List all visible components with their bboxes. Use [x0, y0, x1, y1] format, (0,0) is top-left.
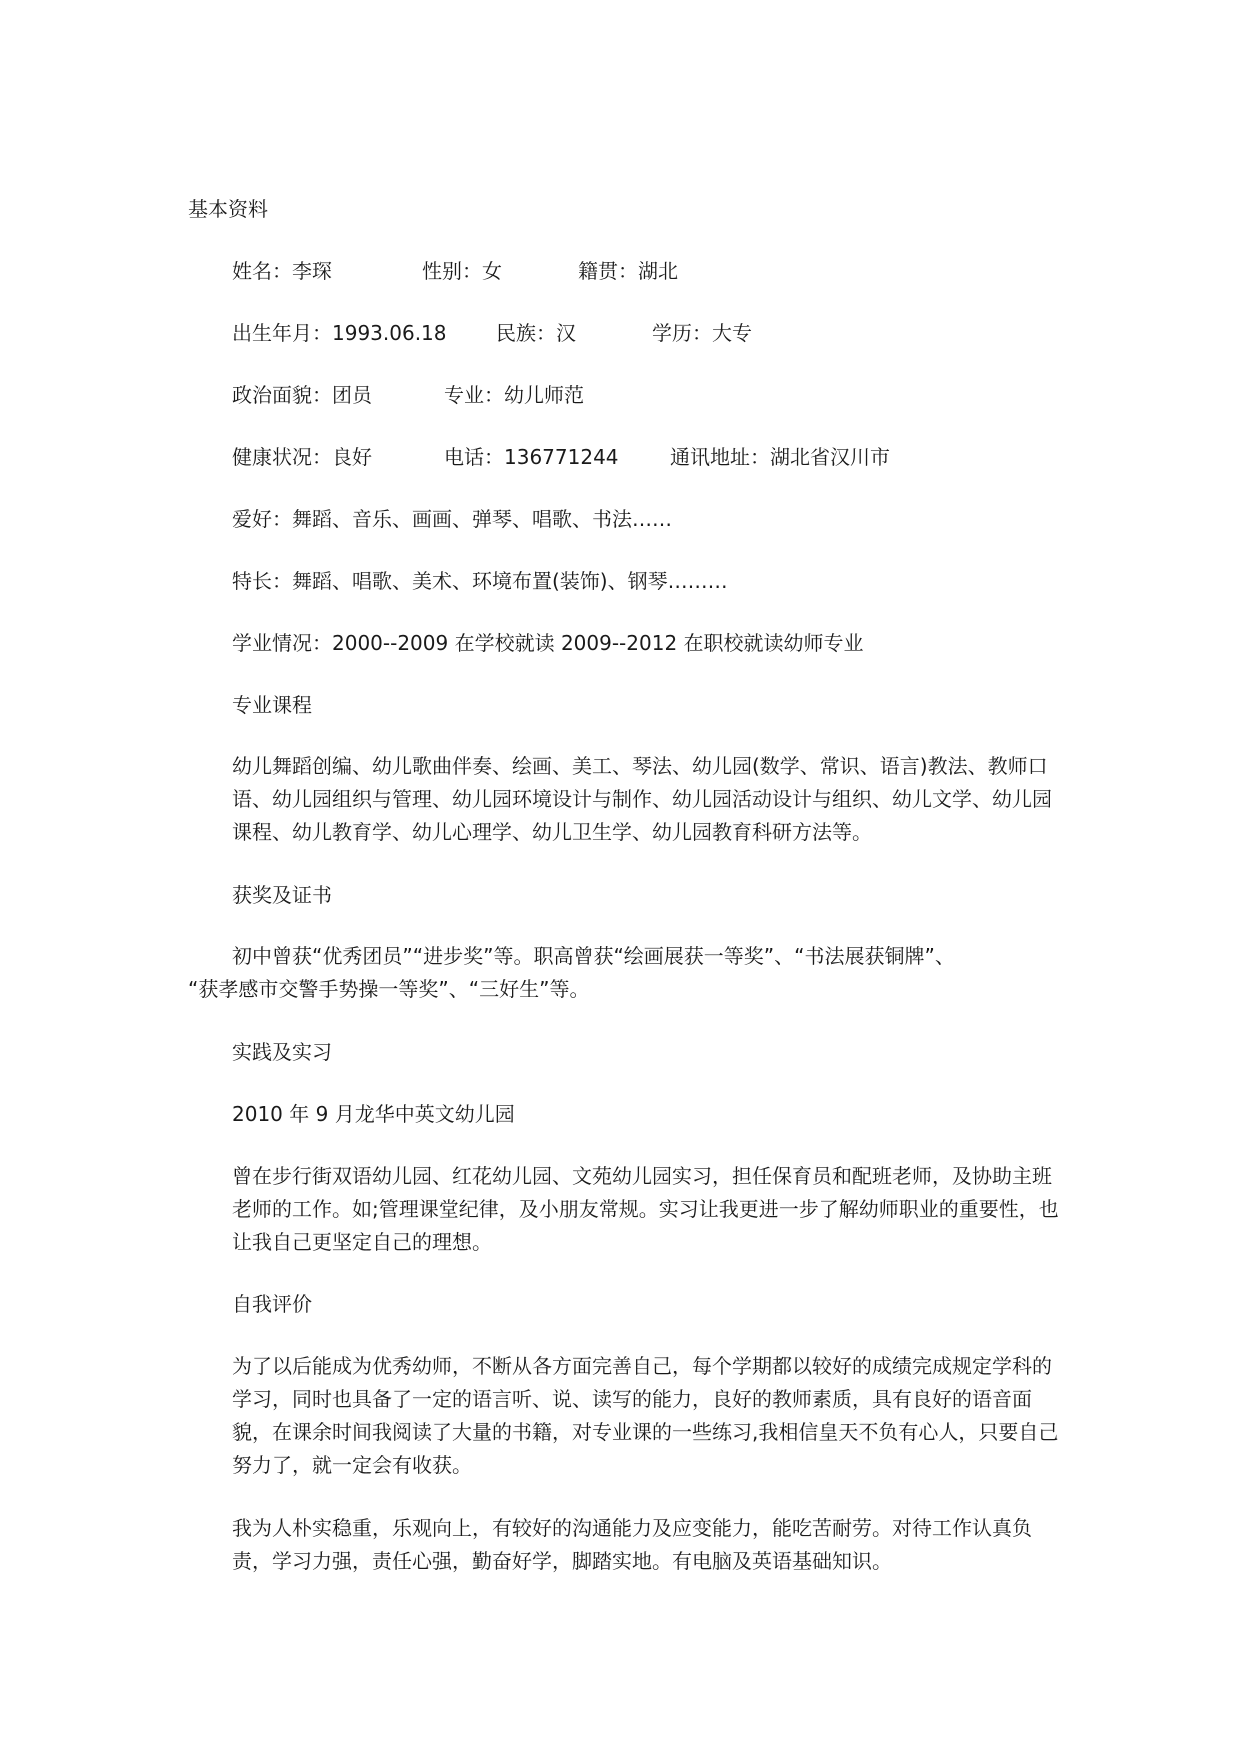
self-evaluation-text-2: 我为人朴实稳重，乐观向上，有较好的沟通能力及应变能力，能吃苦耐劳。对待工作认真负责，学习力强，责任心强，勤奋好学，脚踏实地。有电脑及英语基础知识。 — [232, 1516, 1032, 1573]
awards-line-1: 初中曾获“优秀团员”“进步奖”等。职高曾获“绘画展获一等奖”、“书法展获铜牌”、 — [232, 944, 955, 968]
specialties-line: 特长：舞蹈、唱歌、美术、环境布置(装饰)、钢琴……… — [232, 569, 728, 593]
study-line: 学业情况：2000--2009 在学校就读 2009--2012 在职校就读幼师专业 — [232, 631, 864, 655]
phone-field: 电话：136771244 — [444, 445, 619, 469]
practice-text: 曾在步行街双语幼儿园、红花幼儿园、文苑幼儿园实习，担任保育员和配班老师，及协助主班老师的工作。如;管理课堂纪律，及小朋友常规。实习让我更进一步了解幼师职业的重要性，也让我自己更坚定自己的理想。 — [232, 1164, 1059, 1254]
awards-line-2: “获孝感市交警手势操一等奖”、“三好生”等。 — [188, 977, 590, 1001]
education-field: 学历：大专 — [652, 321, 752, 345]
section-heading-basic-info: 基本资料 — [188, 197, 268, 221]
political-status-field: 政治面貌：团员 — [232, 383, 372, 407]
practice-date: 2010 年 9 月龙华中英文幼儿园 — [232, 1102, 515, 1126]
section-heading-self-evaluation: 自我评价 — [232, 1292, 312, 1316]
self-evaluation-paragraph-1 — [188, 1350, 1068, 1482]
native-place-field: 籍贯：湖北 — [578, 259, 678, 283]
self-evaluation-paragraph-2 — [188, 1512, 1068, 1578]
birth-field: 出生年月：1993.06.18 — [232, 321, 447, 345]
courses-paragraph — [188, 750, 1068, 849]
address-field: 通讯地址：湖北省汉川市 — [670, 445, 890, 469]
section-heading-courses: 专业课程 — [232, 693, 312, 717]
courses-text: 幼儿舞蹈创编、幼儿歌曲伴奏、绘画、美工、琴法、幼儿园(数学、常识、语言)教法、教师口语、幼儿园组织与管理、幼儿园环境设计与制作、幼儿园活动设计与组织、幼儿文学、幼儿园课程、幼儿教育学、幼儿心理学、幼儿卫生学、幼儿园教育科研方法等。 — [232, 754, 1052, 844]
ethnicity-field: 民族：汉 — [496, 321, 576, 345]
hobbies-line: 爱好：舞蹈、音乐、画画、弹琴、唱歌、书法…… — [232, 507, 672, 531]
health-field: 健康状况：良好 — [232, 445, 372, 469]
self-evaluation-text-1: 为了以后能成为优秀幼师，不断从各方面完善自己，每个学期都以较好的成绩完成规定学科的学习，同时也具备了一定的语言听、说、读写的能力，良好的教师素质，具有良好的语音面貌，在课余时间我阅读了大量的书籍，对专业课的一些练习,我相信皇天不负有心人，只要自己努力了，就一定会有收获。 — [232, 1354, 1059, 1477]
section-heading-practice: 实践及实习 — [232, 1040, 332, 1064]
gender-field: 性别：女 — [422, 259, 502, 283]
practice-paragraph — [188, 1160, 1068, 1259]
name-field: 姓名：李琛 — [232, 259, 332, 283]
section-heading-awards: 获奖及证书 — [232, 883, 332, 907]
major-field: 专业：幼儿师范 — [444, 383, 584, 407]
